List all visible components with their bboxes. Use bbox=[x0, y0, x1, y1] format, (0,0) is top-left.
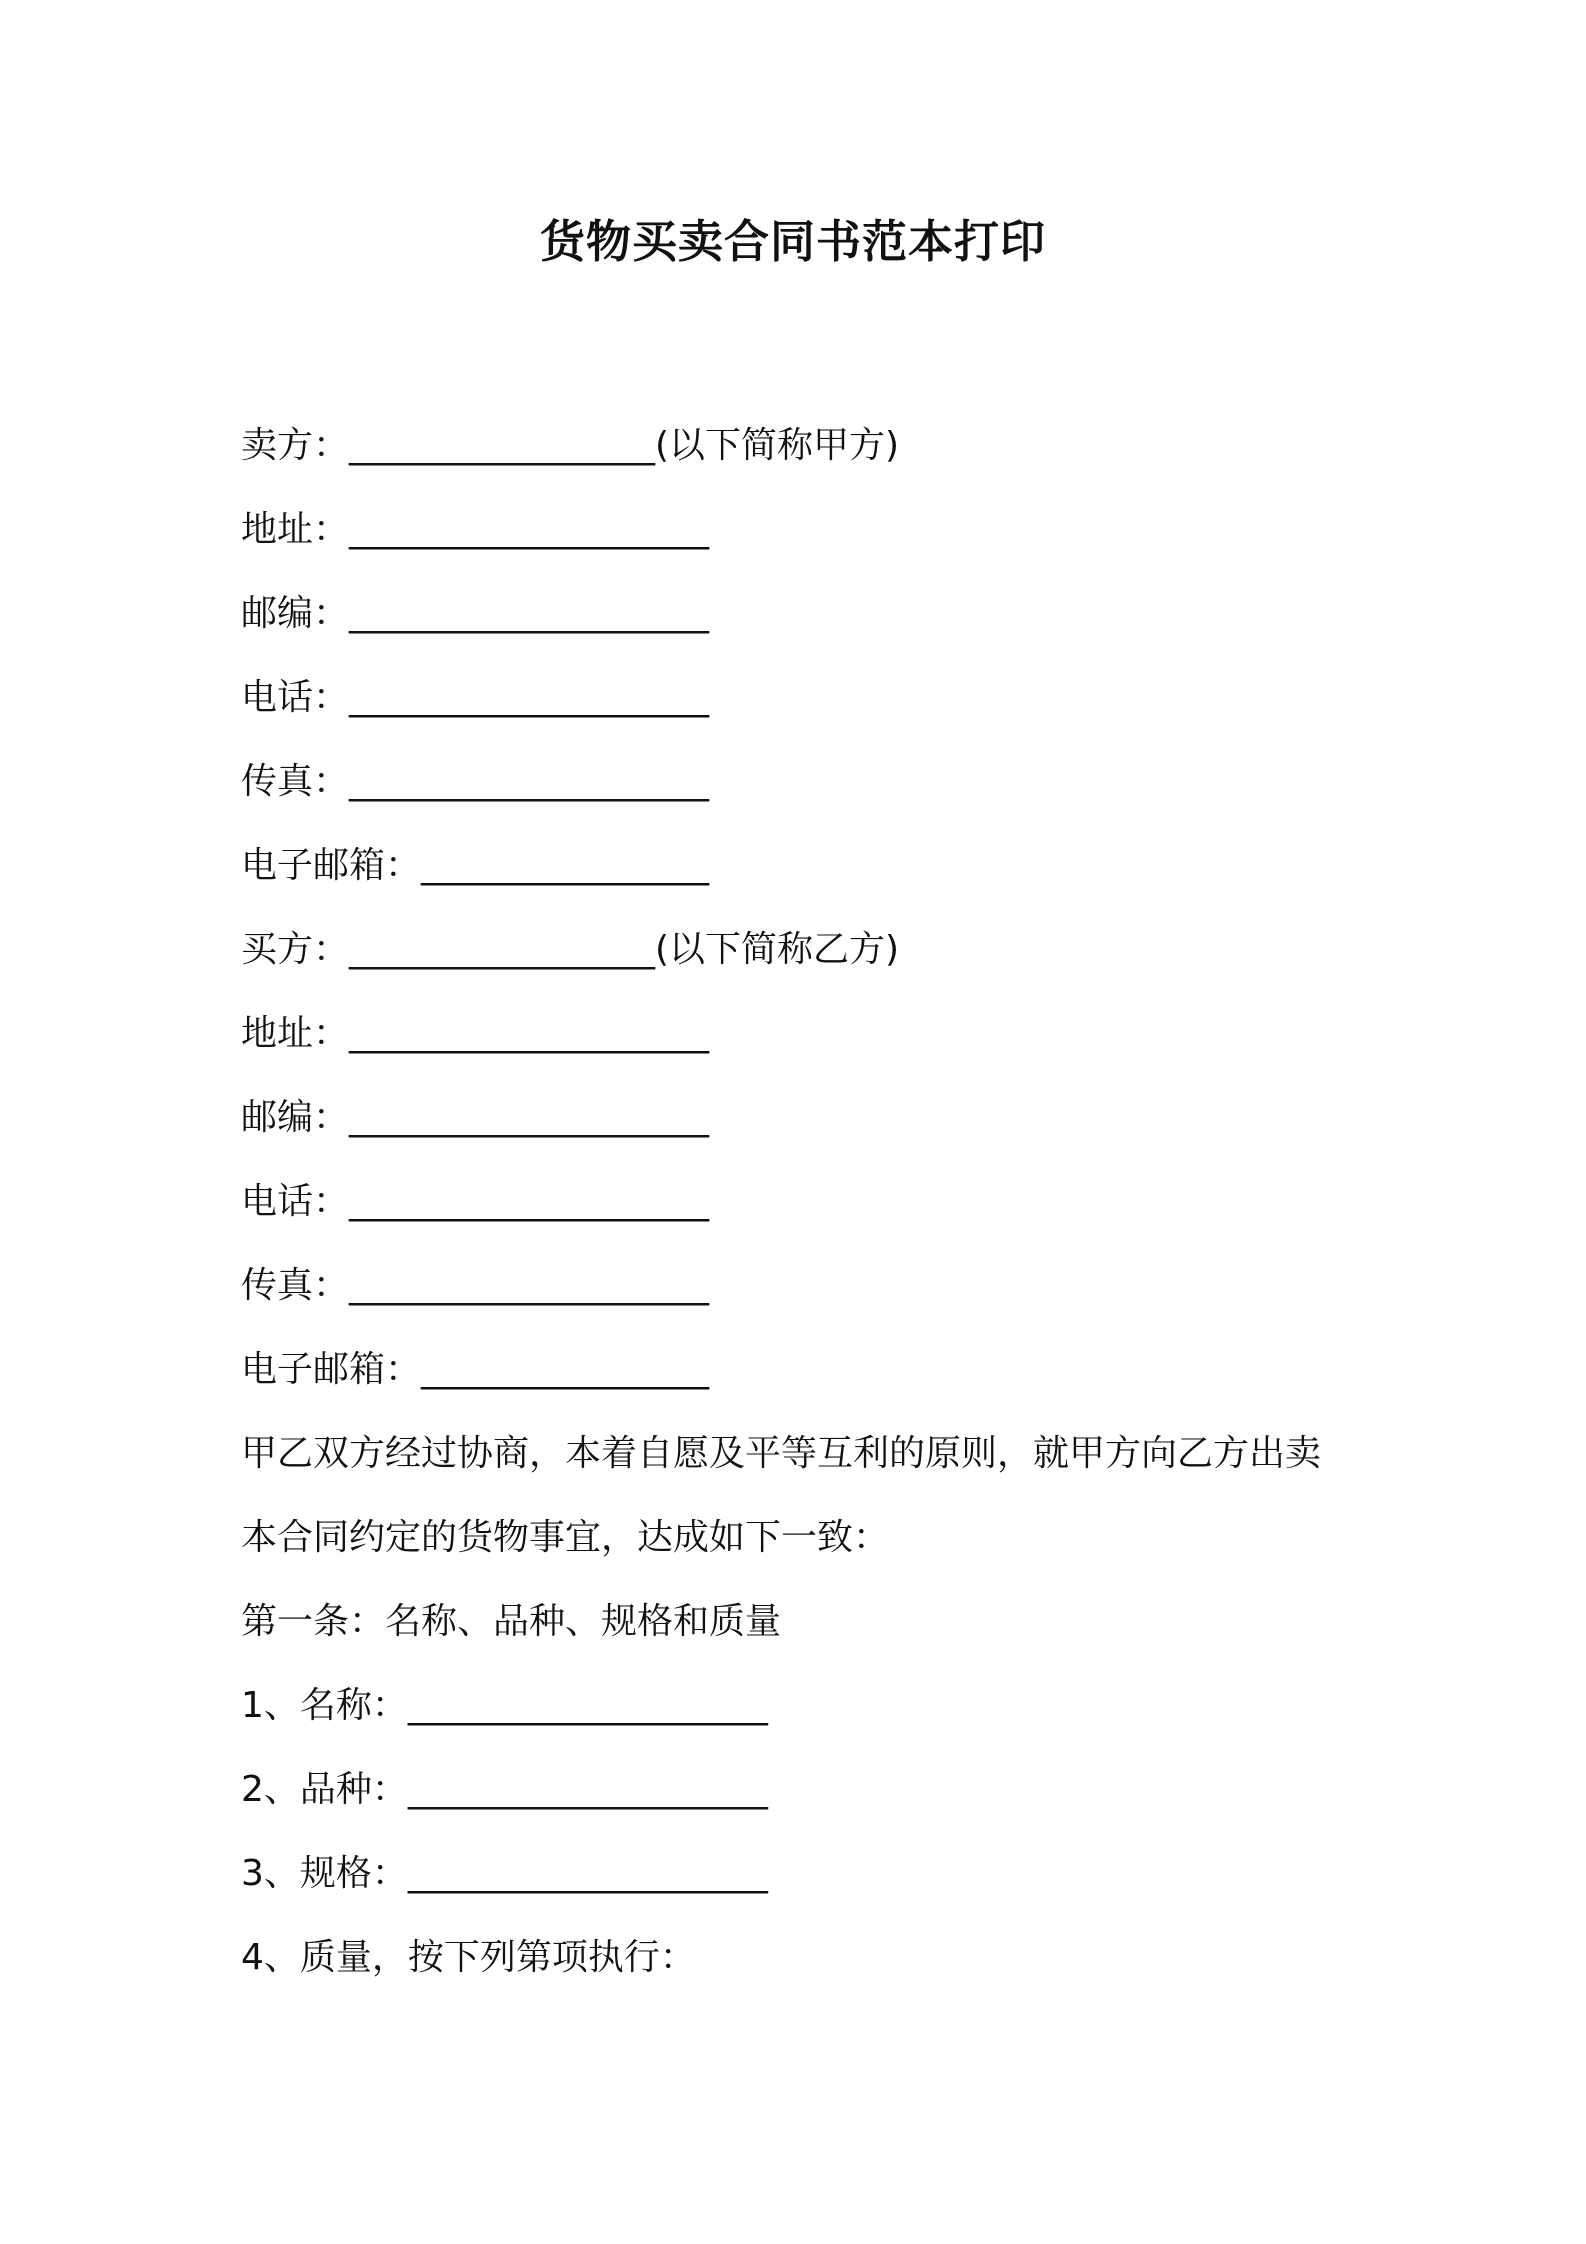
buyer-email-line: 电子邮箱：________________ bbox=[241, 1349, 710, 1390]
buyer-line: 买方：_________________(以下简称乙方) bbox=[241, 929, 900, 970]
document-title: 货物买卖合同书范本打印 bbox=[539, 215, 1046, 268]
agreement-paragraph-line-2: 本合同约定的货物事宜，达成如下一致： bbox=[241, 1517, 890, 1558]
article-one-heading: 第一条：名称、品种、规格和质量 bbox=[241, 1601, 782, 1642]
seller-phone-line: 电话：____________________ bbox=[241, 677, 710, 718]
seller-line: 卖方：_________________(以下简称甲方) bbox=[241, 425, 900, 466]
document-body bbox=[241, 404, 1441, 2000]
seller-fax-line: 传真：____________________ bbox=[241, 761, 710, 802]
seller-postcode-line: 邮编：____________________ bbox=[241, 593, 710, 634]
buyer-phone-line: 电话：____________________ bbox=[241, 1181, 710, 1222]
seller-email-line: 电子邮箱：________________ bbox=[241, 845, 710, 886]
seller-address-line: 地址：____________________ bbox=[241, 509, 710, 550]
item-quality-line: 4、质量，按下列第项执行： bbox=[241, 1937, 696, 1978]
buyer-fax-line: 传真：____________________ bbox=[241, 1265, 710, 1306]
buyer-postcode-line: 邮编：____________________ bbox=[241, 1097, 710, 1138]
item-name-line: 1、名称：____________________ bbox=[241, 1685, 768, 1726]
item-spec-line: 3、规格：____________________ bbox=[241, 1853, 768, 1894]
agreement-paragraph-line-1: 甲乙双方经过协商，本着自愿及平等互利的原则，就甲方向乙方出卖 bbox=[241, 1433, 1322, 1474]
item-variety-line: 2、品种：____________________ bbox=[241, 1769, 768, 1810]
buyer-address-line: 地址：____________________ bbox=[241, 1013, 710, 1054]
